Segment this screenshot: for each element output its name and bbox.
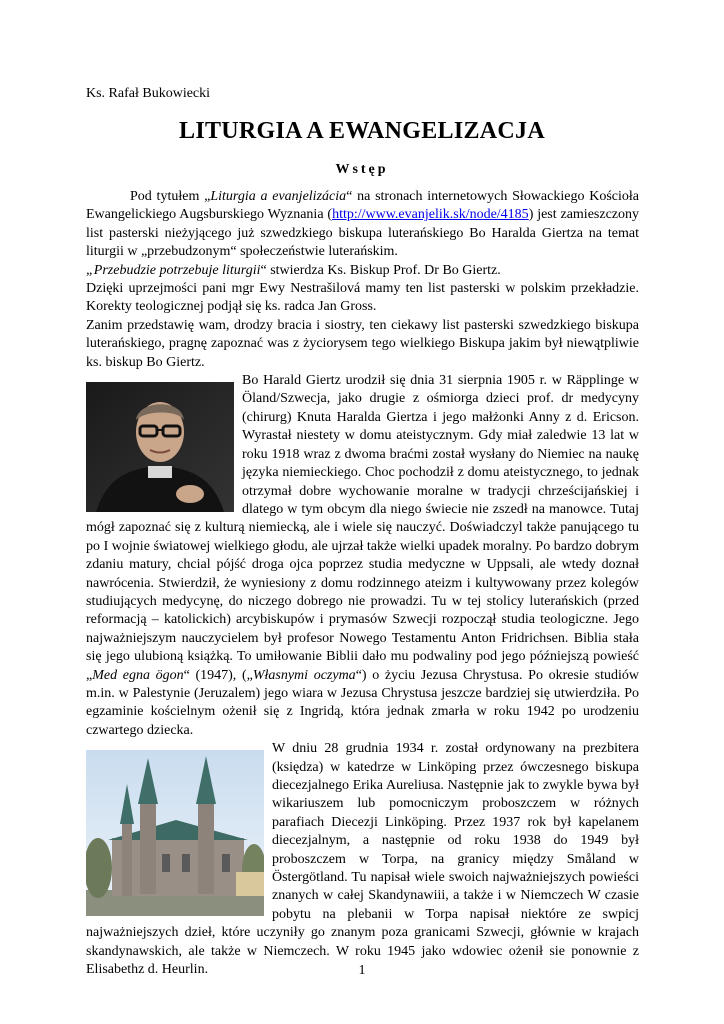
paragraph-translation: Dzięki uprzejmości pani mgr Ewy Nestrašilová mamy ten list pasterski w polskim przekładzie. Korekty teologicznej podjął się ks. radca Jan Gross. (86, 281, 639, 315)
paragraph-biography: Bo Harald Giertz urodził się dnia 31 sierpnia 1905 r. w Räpplinge w Öland/Szwecja, jako drugie z ośmiorga dzieci prof. dr medycyny (chirurg) Knuta Haralda Giertza i jego małżonki Anny z d. Ericson. Wyrastał niestety w domu ateistycznym. Gdy miał zaledwie 13 lat w roku 1918 wraz z dwoma braćmi został wysłany do Niemiec na naukę języka niemieckiego. Choc pochodził z domu ateistycznego, to jednak otrzymał dobre wychowanie moralne w tradycji chrześcijańskiej i dlatego w tym obcym dla niego świecie nie zszedł na manowce. Tutaj mógł zapoznać się z kulturą niemiecką, ale i wiele się nauczyć. Doświadczyl także panującego tu po I wojnie światowej wielkiego głodu, ale ujrzał także wielki upadek moralny. Po bardzo dobrym zdaniu matury, chcial pójść droga ojca poprzez studia medyczne w Uppsali, ale wtedy doznał nawrócenia. Stwierdził, że wyniesiony z domu rodzinnego ateizm i kultywowany przez kolegów studiujących medycynę, do niczego dobrego nie prowadzi. Tu w tej stolicy luterańskich (przed reformacją – katolickich) arcybiskupów i prymasów Szwecji rozpoczął studia teologiczne. Jego najważniejszym nauczycielem był profesor Nowego Testamentu Anton Fridrichsen. Biblia stała się jego ulubioną książką. To umiłowanie Biblii dało mu podwaliny pod jego późniejszą powieść „Med egna ögon“ (1947), („Własnymi oczyma“) o życiu Jezusa Chrystusa. Po okresie studiów m.in. w Palestynie (Jeruzalem) jego wiara w Jezusa Chrystusa jeszcze bardziej się utwierdziła. Po egzaminie kościelnym ożenił się z Ingridą, która jednak zmarła w roku 1942 po urodzeniu czwartego dziecka. (86, 373, 640, 738)
author-line: Ks. Rafał Bukowiecki (86, 86, 211, 101)
section-heading: Wstęp (335, 162, 389, 177)
portrait-photo (86, 382, 234, 512)
cathedral-photo (86, 750, 264, 916)
paragraph-ordination: W dniu 28 grudnia 1934 r. został ordynowany na prezbitera (księdza) w katedrze w Linköping przez ówczesnego biskupa diecezjalnego Erika Aureliusa. Następnie jak to zwykle bywa był wikariuszem lub pomocniczym proboszczem w różnych parafiach Diecezji Linköping. Przez 1937 rok był kapelanem diecezjalnym, a następnie od roku 1938 do 1949 był proboszczem w Torpa, na granicy między Småland w Östergötland. Tu napisał wiele swoich najważniejszych powieści znanych w całej Skandynawiii, a także i w Niemczech W czasie pobytu na plebanii w Torpa napisał niektóre ze swpicj najważniejszych dzieł, które uczyniły go znanym poza granicami Szwecji, głównie w krajach skandynawskich, ale także w Niemczech. W roku 1945 jako wdowiec ożenił sie ponownie z Elisabethz d. Heurlin. (86, 741, 639, 978)
paragraph-preface: Zanim przedstawię wam, drodzy bracia i siostry, ten ciekawy list pasterski szwedzkiego biskupa luterańskiego, pragnę zapoznać was z życiorysem tego wielkiego Biskupa jakim był niewątpliwie ks. biskup Bo Giertz. (86, 317, 639, 370)
paragraph-intro: Pod tytułem „Liturgia a evanjelizácia“ na stronach internetowych Słowackiego Kościoła Ewangelickiego Augsburskiego Wyznania (http://www.evanjelik.sk/node/4185) jest zamieszczony list pasterski nieżyjącego już szwedzkiego biskupa luterańskiego Bo Haralda Giertza na temat liturgii w „przebudzonym“ społeczeństwie luterańskim. (86, 189, 640, 260)
body-text (86, 188, 639, 979)
source-link[interactable]: http://www.evanjelik.sk/node/4185 (332, 207, 529, 223)
paragraph-quote: „Przebudzie potrzebuje liturgii“ stwierdza Ks. Biskup Prof. Dr Bo Giertz. (86, 262, 501, 278)
page-number: 1 (358, 963, 366, 978)
document-title: LITURGIA A EWANGELIZACJA (179, 118, 545, 144)
